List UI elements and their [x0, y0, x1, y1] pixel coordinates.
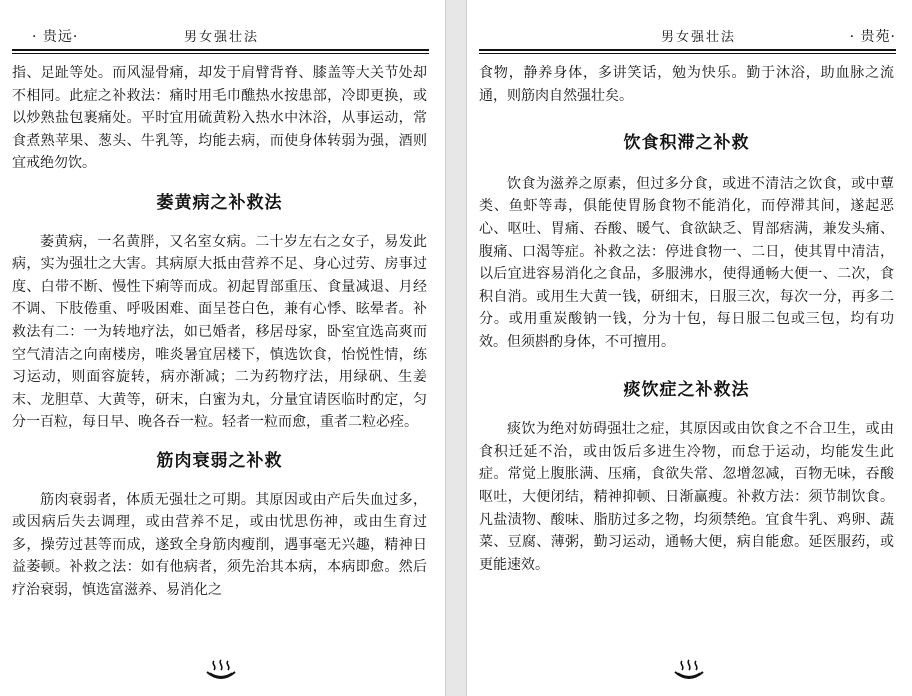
- header-ornament: · 贵苑·: [849, 29, 896, 45]
- body-paragraph: 萎黄病，一名黄胖，又名室女病。二十岁左右之女子，易发此病，实为强壮之大害。其病原大抵由营养不足、身心过劳、房事过度、白带不断、慢性下痢等而成。初起胃部重压、食量减退、月经不调、下肢倦重、呼吸困难、面呈苍白色，兼有心悸、眩晕者。补救法有二：一为转地疗法，如已婚者，移居母家，卧室宜选高爽而空气清洁之向南楼房，唯炎暑宜居楼下，慎选饮食，怡悦性情，练习运动，则面容旋转，病亦渐减；二为药物疗法，用绿矾、生姜末、龙胆草、大黄等，研末，白蜜为丸，分量宜请医临时酌定，匀分一百粒，每日早、晚各吞一粒。轻者一粒而愈，重者二粒必痊。: [12, 233, 427, 431]
- header-rule: [479, 49, 896, 54]
- section-heading: 饮食积滞之补救: [623, 133, 750, 154]
- body-paragraph: 痰饮为绝对妨碍强壮之症，其原因或由饮食之不合卫生，或由食积迁延不治，或由饭后多进生冷物，而怠于运动，均能发生此症。常觉上腹胀满、压痛，食欲失常、忽增忽减，百物无味，吞酸呕吐，大便闭结，精神抑顿、日渐赢瘦。补救方法：须节制饮食。凡盐渍物、酸味、脂肪过多之物，均须禁绝。宜食牛乳、鸡卵、蔬菜、豆腐、薄粥，勤习运动，通畅大便，病自能愈。延医服药，或更能速效。: [479, 421, 894, 573]
- section-heading: 萎黄病之补救法: [156, 192, 283, 213]
- left-page: [0, 0, 446, 696]
- book-gutter: [446, 0, 466, 696]
- section-heading: 筋肉衰弱之补救: [156, 450, 283, 471]
- right-page: [466, 0, 912, 696]
- body-paragraph: 饮食为滋养之原素，但过多分食，或进不清洁之饮食，或中蕈类、鱼虾等毒，俱能使胃肠食物不能消化，而停滞其间，遂起恶心、呕吐、胃痛、吞酸、暖气、食欲缺乏、胃部痞满，兼发头痛、腹痛、口渴等症。补救之法：停进食物一、二日，使其胃中清洁，以后宜进容易消化之食品，多服沸水，使得通畅大便一、二次，食积自消。或用生大黄一钱，研细末，日服三次，每次一分，再多二分。或用重炭酸钠一钱，分为十包，每日服二包或三包，均有功效。但须斟酌身体，不可擅用。: [479, 175, 894, 350]
- steam-ornament-icon: [204, 658, 238, 682]
- section-heading: 痰饮症之补救法: [623, 379, 750, 400]
- header-rule: [12, 49, 429, 54]
- header-book-title: 男女强壮法: [184, 30, 260, 45]
- page-body: [12, 62, 427, 601]
- header-ornament: · 贵远·: [32, 29, 79, 45]
- page-body: [479, 62, 894, 576]
- running-header: [12, 26, 429, 48]
- body-paragraph: 筋肉衰弱者，体质无强壮之可期。其原因或由产后失血过多，或因病后失去调理，或由营养不足，或由忧思伤神，或由生育过多，操劳过甚等而成，遂致全身筋肉瘦削，遇事毫无兴趣，精神日益萎顿。补救之法：如有他病者，须先治其本病，本病即愈。然后疗治衰弱，慎选富滋养、易消化之: [12, 491, 427, 598]
- steam-ornament-icon: [672, 658, 706, 682]
- continuation-paragraph: 指、足趾等处。而风湿骨痛，却发于肩臂背脊、膝盖等大关节处却不相同。此症之补救法：痛时用毛巾醮热水按患部，冷即更换，或以炒熟盐包裹痛处。平时宜用硫黄粉入热水中沐浴，从事运动，常食煮熟苹果、葱头、牛乳等，均能去病，而使身体转弱为强，酒则宜戒绝勿饮。: [12, 65, 427, 172]
- continuation-paragraph: 食物，静养身体，多讲笑话，勉为快乐。勤于沐浴，助血脉之流通，则筋肉自然强壮矣。: [479, 65, 894, 104]
- running-header: [479, 26, 896, 48]
- header-book-title: 男女强壮法: [661, 30, 737, 45]
